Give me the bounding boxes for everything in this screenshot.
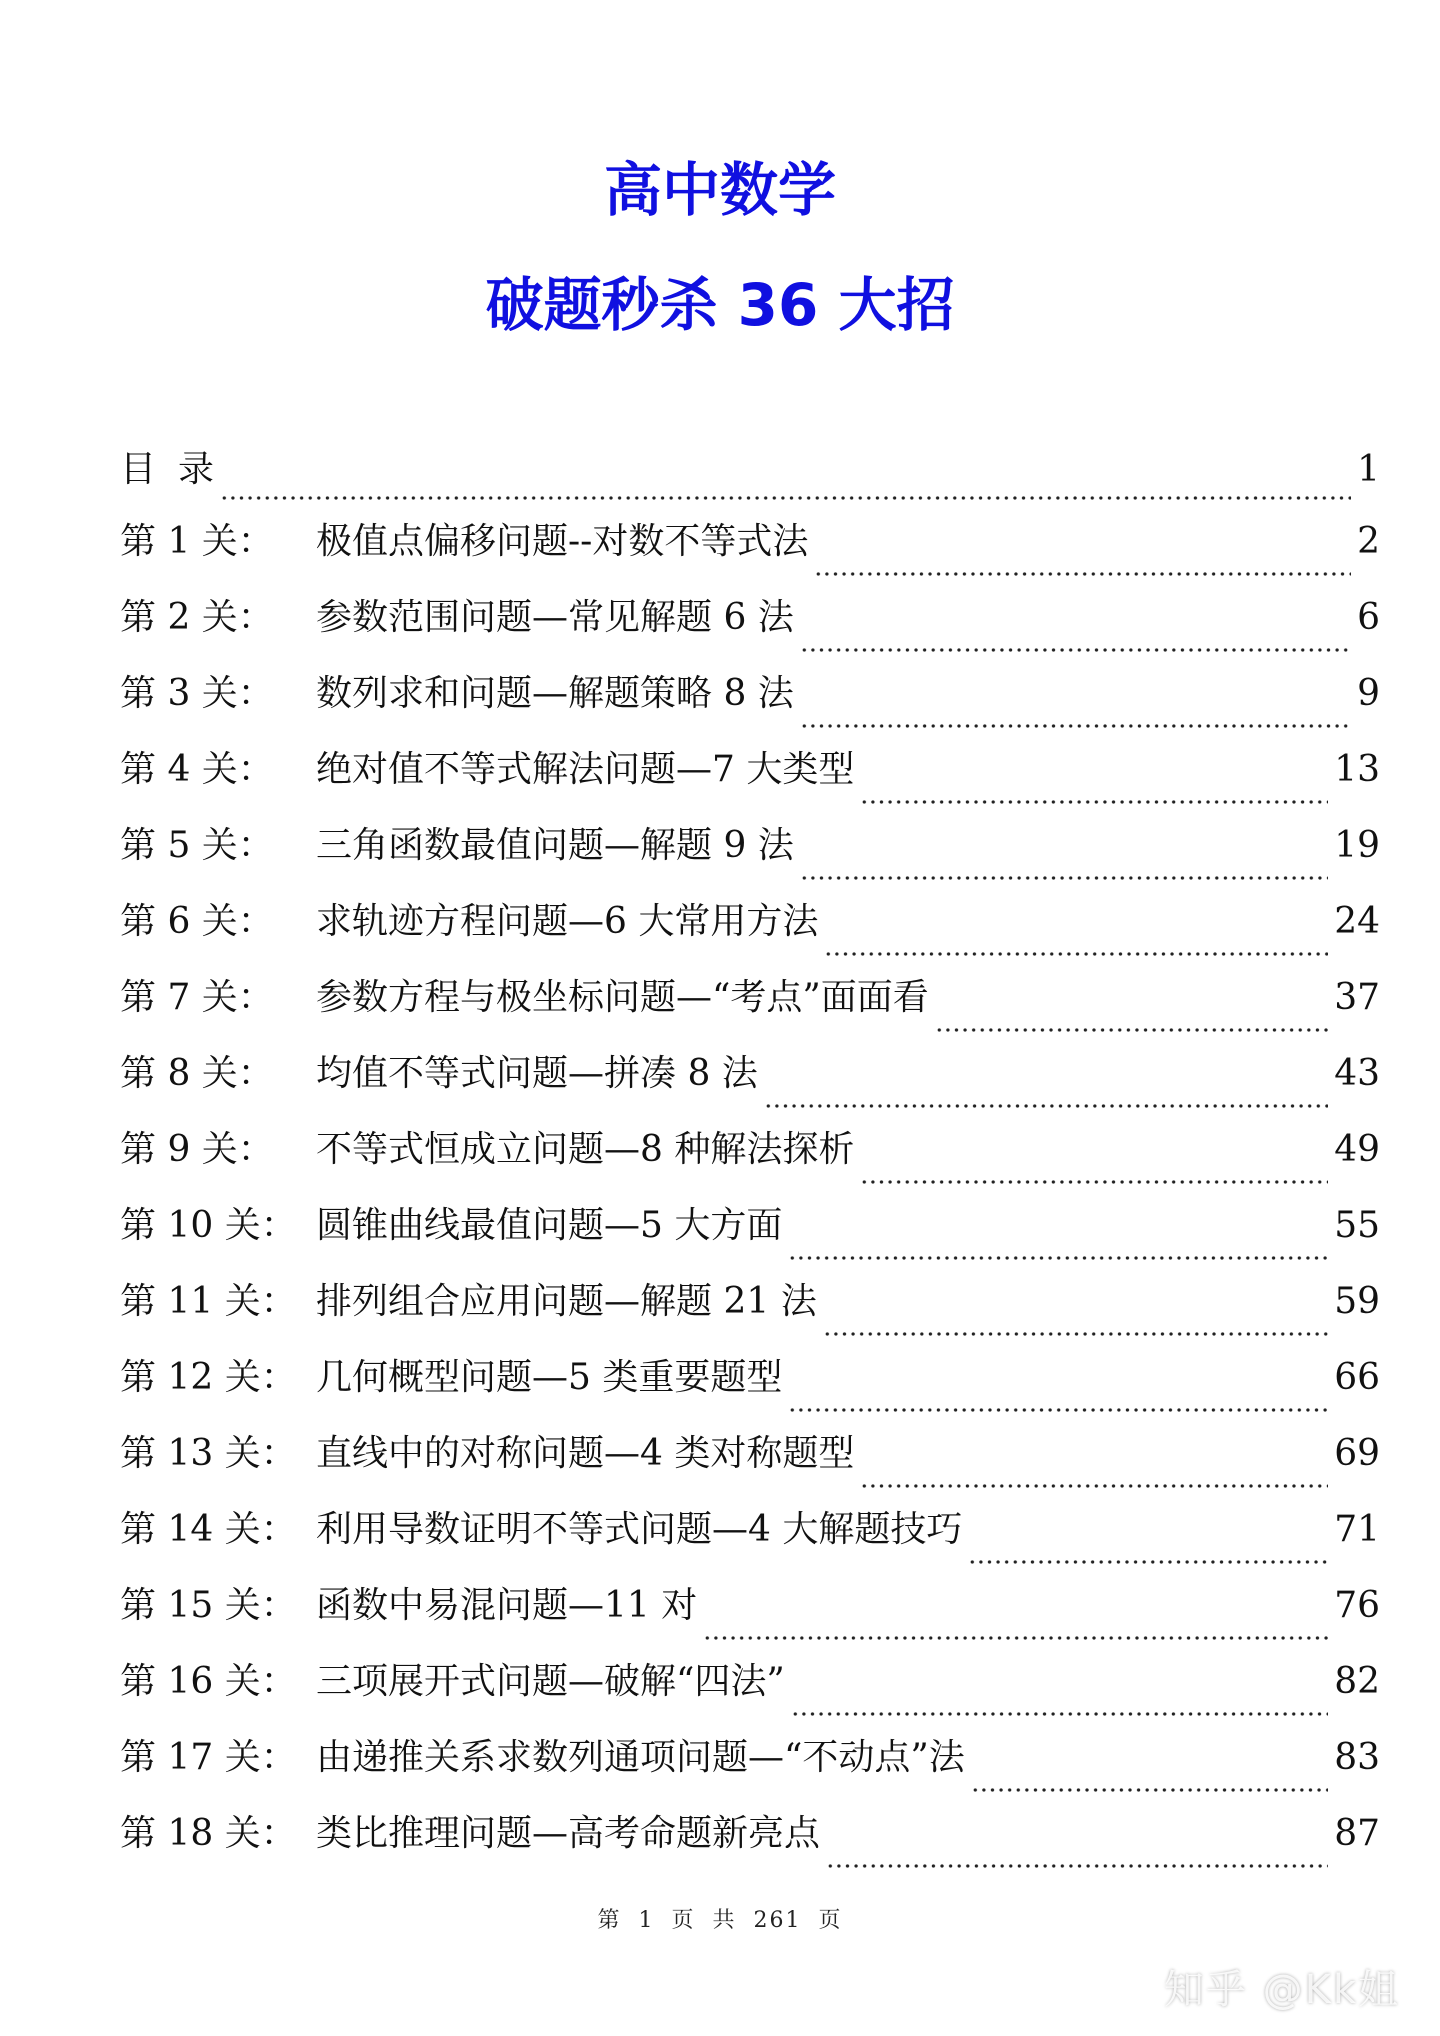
toc-row[interactable] <box>120 1044 1380 1120</box>
toc-page-number: 76 <box>1334 1585 1380 1626</box>
dot-leader <box>860 1148 1328 1184</box>
toc-topic: 三项展开式问题—破解“四法” <box>316 1661 785 1702</box>
toc-row[interactable] <box>120 1196 1380 1272</box>
toc-chapter-label: 第 1 关： <box>120 521 274 562</box>
toc-chapter-label: 第 4 关： <box>120 749 274 790</box>
toc-page-number: 24 <box>1334 901 1380 942</box>
dot-leader <box>824 920 1328 956</box>
dot-leader <box>788 1224 1328 1260</box>
toc-row[interactable] <box>120 1424 1380 1500</box>
dot-leader <box>791 1680 1328 1716</box>
toc-topic: 参数范围问题—常见解题 6 法 <box>316 597 794 638</box>
toc-chapter-label: 第 5 关： <box>120 825 274 866</box>
toc-row[interactable] <box>120 1728 1380 1804</box>
toc-chapter-label: 第 11 关： <box>120 1281 297 1322</box>
toc-row-contents[interactable] <box>120 440 1380 512</box>
toc-page-number: 59 <box>1334 1281 1380 1322</box>
dot-leader <box>788 1376 1328 1412</box>
toc-chapter-label: 第 10 关： <box>120 1205 297 1246</box>
toc-row[interactable] <box>120 1348 1380 1424</box>
dot-leader <box>826 1832 1328 1868</box>
toc-page-number: 37 <box>1334 977 1380 1018</box>
toc-row[interactable] <box>120 740 1380 816</box>
dot-leader <box>935 996 1328 1032</box>
toc-page-number: 13 <box>1334 749 1380 790</box>
toc-topic: 类比推理问题—高考命题新亮点 <box>316 1813 821 1854</box>
dot-leader <box>764 1072 1328 1108</box>
toc-topic: 圆锥曲线最值问题—5 大方面 <box>316 1205 783 1246</box>
toc-topic: 由递推关系求数列通项问题—“不动点”法 <box>316 1737 965 1778</box>
toc-page-number: 66 <box>1334 1357 1380 1398</box>
toc-row[interactable] <box>120 1500 1380 1576</box>
toc-chapter-label: 第 18 关： <box>120 1813 297 1854</box>
toc-row[interactable] <box>120 816 1380 892</box>
title-line-2: 破题秒杀 36 大招 <box>485 271 955 339</box>
toc-topic: 绝对值不等式解法问题—7 大类型 <box>316 749 855 790</box>
toc-topic: 极值点偏移问题--对数不等式法 <box>316 521 809 562</box>
dot-leader <box>703 1604 1328 1640</box>
toc-row[interactable] <box>120 664 1380 740</box>
toc-page-number: 1 <box>1357 449 1380 490</box>
footer-text-4: 页 <box>818 1908 843 1933</box>
toc-page-number: 71 <box>1334 1509 1380 1550</box>
toc-chapter-label: 第 2 关： <box>120 597 274 638</box>
toc-chapter-label: 第 16 关： <box>120 1661 297 1702</box>
toc-page-number: 55 <box>1334 1205 1380 1246</box>
toc-page-number: 43 <box>1334 1053 1380 1094</box>
toc-chapter-label: 第 13 关： <box>120 1433 297 1474</box>
toc-chapter-label: 第 6 关： <box>120 901 274 942</box>
toc-contents-label-b: 录 <box>178 449 215 490</box>
dot-leader <box>220 464 1351 500</box>
toc-row[interactable] <box>120 1576 1380 1652</box>
toc-topic: 三角函数最值问题—解题 9 法 <box>316 825 794 866</box>
toc-contents-label <box>120 440 214 500</box>
dot-leader <box>800 692 1351 728</box>
footer-text-3: 共 <box>712 1908 737 1933</box>
toc-topic: 函数中易混问题—11 对 <box>316 1585 698 1626</box>
toc-chapter-label: 第 9 关： <box>120 1129 274 1170</box>
toc-page-number: 2 <box>1357 521 1380 562</box>
toc-topic: 参数方程与极坐标问题—“考点”面面看 <box>316 977 929 1018</box>
toc-page-number: 87 <box>1334 1813 1380 1854</box>
toc-chapter-label: 第 15 关： <box>120 1585 297 1626</box>
toc-page-number: 82 <box>1334 1661 1380 1702</box>
toc-row[interactable] <box>120 1120 1380 1196</box>
toc-topic: 几何概型问题—5 类重要题型 <box>316 1357 783 1398</box>
table-of-contents <box>120 440 1380 1880</box>
dot-leader <box>800 616 1351 652</box>
toc-page-number: 49 <box>1334 1129 1380 1170</box>
dot-leader <box>968 1528 1328 1564</box>
toc-page-number: 6 <box>1357 597 1380 638</box>
toc-chapter-label: 第 7 关： <box>120 977 274 1018</box>
toc-topic: 利用导数证明不等式问题—4 大解题技巧 <box>316 1509 963 1550</box>
toc-row[interactable] <box>120 1272 1380 1348</box>
toc-page-number: 83 <box>1334 1737 1380 1778</box>
toc-topic: 均值不等式问题—拼凑 8 法 <box>316 1053 758 1094</box>
footer-text-2: 页 <box>671 1908 696 1933</box>
toc-row[interactable] <box>120 892 1380 968</box>
toc-topic: 求轨迹方程问题—6 大常用方法 <box>316 901 819 942</box>
dot-leader <box>800 844 1328 880</box>
dot-leader <box>860 768 1328 804</box>
dot-leader <box>971 1756 1328 1792</box>
footer-text-1: 第 <box>597 1908 622 1933</box>
toc-topic: 排列组合应用问题—解题 21 法 <box>316 1281 817 1322</box>
toc-page-number: 19 <box>1334 825 1380 866</box>
toc-page-number: 69 <box>1334 1433 1380 1474</box>
toc-row[interactable] <box>120 1652 1380 1728</box>
toc-contents-label-a: 目 <box>120 449 157 490</box>
toc-chapter-label: 第 8 关： <box>120 1053 274 1094</box>
dot-leader <box>823 1300 1328 1336</box>
toc-row[interactable] <box>120 512 1380 588</box>
title-line-1: 高中数学 <box>603 156 836 224</box>
toc-page-number: 9 <box>1357 673 1380 714</box>
toc-row[interactable] <box>120 588 1380 664</box>
dot-leader <box>860 1452 1328 1488</box>
page-footer <box>0 1903 1440 1934</box>
footer-total-pages: 261 <box>753 1908 802 1933</box>
dot-leader <box>814 540 1351 576</box>
toc-topic: 不等式恒成立问题—8 种解法探析 <box>316 1129 855 1170</box>
toc-chapter-label: 第 14 关： <box>120 1509 297 1550</box>
footer-current-page: 1 <box>638 1908 655 1933</box>
toc-topic: 数列求和问题—解题策略 8 法 <box>316 673 794 714</box>
toc-chapter-label: 第 3 关： <box>120 673 274 714</box>
toc-topic: 直线中的对称问题—4 类对称题型 <box>316 1433 855 1474</box>
toc-chapter-label: 第 17 关： <box>120 1737 297 1778</box>
toc-row[interactable] <box>120 968 1380 1044</box>
watermark: 知乎 @Kk姐 <box>1163 1967 1400 2013</box>
toc-row[interactable] <box>120 1804 1380 1880</box>
toc-chapter-label: 第 12 关： <box>120 1357 297 1398</box>
